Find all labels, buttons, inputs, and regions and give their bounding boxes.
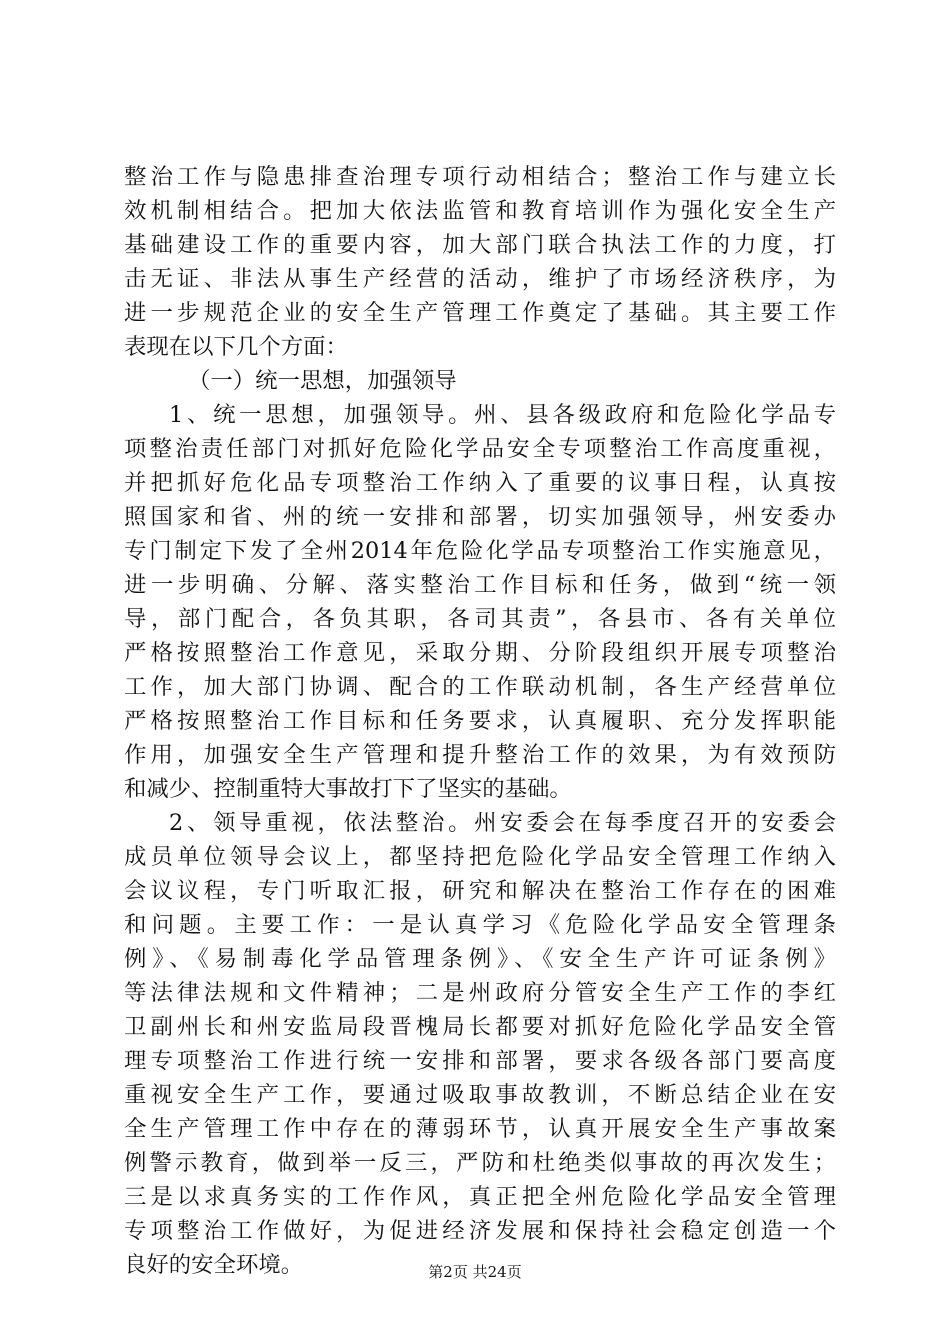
- text-line: 和减少、控制重特大事故打下了坚实的基础。: [124, 776, 572, 802]
- text-line: 导，部门配合，各负其职，各司其责”，各县市、各有关单位: [124, 606, 836, 632]
- text-line: 进一步明确、分解、落实整治工作目标和任务，做到“统一领: [124, 572, 836, 598]
- text-line: 2、领导重视，依法整治。州安委会在每季度召开的安委会: [169, 810, 836, 836]
- text-line: 例警示教育，做到举一反三，严防和杜绝类似事故的再次发生；: [124, 1150, 836, 1176]
- text-line: 三是以求真务实的工作作风，真正把全州危险化学品安全管理: [124, 1184, 836, 1210]
- page-number-footer: 第2页 共24页: [428, 1263, 522, 1281]
- text-line: 效机制相结合。把加大依法监管和教育培训作为强化安全生产: [124, 198, 836, 224]
- text-line: 作用，加强安全生产管理和提升整治工作的效果，为有效预防: [124, 742, 836, 768]
- text-line: 进一步规范企业的安全生产管理工作奠定了基础。其主要工作: [124, 300, 836, 326]
- document-body: [124, 160, 836, 1282]
- text-line: 重视安全生产工作，要通过吸取事故教训，不断总结企业在安: [124, 1082, 836, 1108]
- text-line: 会议议程，专门听取汇报，研究和解决在整治工作存在的困难: [124, 878, 836, 904]
- section-heading: （一）统一思想，加强领导: [188, 368, 457, 394]
- text-line: 全生产管理工作中存在的薄弱环节，认真开展安全生产事故案: [124, 1116, 836, 1142]
- text-line: 严格按照整治工作意见，采取分期、分阶段组织开展专项整治: [124, 640, 836, 666]
- text-line: 专门制定下发了全州2014年危险化学品专项整治工作实施意见，: [124, 538, 836, 564]
- text-line: 击无证、非法从事生产经营的活动，维护了市场经济秩序，为: [124, 266, 836, 292]
- text-line: 整治工作与隐患排查治理专项行动相结合；整治工作与建立长: [124, 164, 836, 190]
- text-line: 卫副州长和州安监局段晋槐局长都要对抓好危险化学品安全管: [124, 1014, 836, 1040]
- text-line: 照国家和省、州的统一安排和部署，切实加强领导，州安委办: [124, 504, 836, 530]
- text-line: 工作，加大部门协调、配合的工作联动机制，各生产经营单位: [124, 674, 836, 700]
- text-line: 专项整治工作做好，为促进经济发展和保持社会稳定创造一个: [124, 1218, 836, 1244]
- text-line: 良好的安全环境。: [124, 1252, 304, 1278]
- text-line: 和问题。主要工作：一是认真学习《危险化学品安全管理条: [124, 912, 836, 938]
- text-line: 基础建设工作的重要内容，加大部门联合执法工作的力度，打: [124, 232, 836, 258]
- text-line: 例》、《易制毒化学品管理条例》、《安全生产许可证条例》: [124, 946, 836, 972]
- text-line: 并把抓好危化品专项整治工作纳入了重要的议事日程，认真按: [124, 470, 836, 496]
- text-line: 成员单位领导会议上，都坚持把危险化学品安全管理工作纳入: [124, 844, 836, 870]
- text-line: 1、统一思想，加强领导。州、县各级政府和危险化学品专: [169, 402, 836, 428]
- text-line: 等法律法规和文件精神；二是州政府分管安全生产工作的李红: [124, 980, 836, 1006]
- text-line: 表现在以下几个方面：: [124, 334, 348, 360]
- text-line: 项整治责任部门对抓好危险化学品安全专项整治工作高度重视，: [124, 436, 836, 462]
- text-line: 严格按照整治工作目标和任务要求，认真履职、充分发挥职能: [124, 708, 836, 734]
- text-line: 理专项整治工作进行统一安排和部署，要求各级各部门要高度: [124, 1048, 836, 1074]
